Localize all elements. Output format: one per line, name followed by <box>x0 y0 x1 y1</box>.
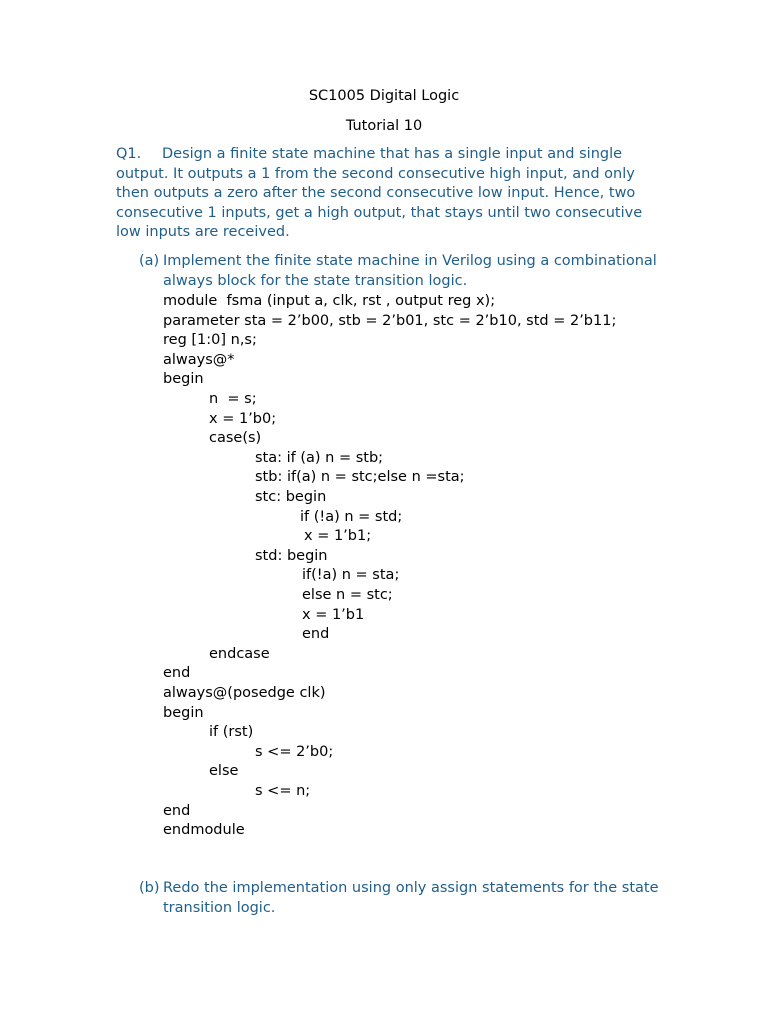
code-line: end <box>163 802 191 819</box>
code-line: stb: if(a) n = stc;else n =sta; <box>255 469 465 486</box>
code-line: reg [1:0] n,s; <box>163 332 257 349</box>
code-line: stc: begin <box>255 489 327 505</box>
part-b-text: Redo the implementation using only assign statements for the state transition logic. <box>163 880 659 916</box>
question-label: Q1. <box>116 146 142 162</box>
question-text: Design a finite state machine that has a single input and single output. It outputs a 1 from the second consecutive high input, and only then outputs a zero after the second consecutive low input. Hence, two consecutive 1 inputs, get a high output, that stays until two consecutive low inputs are received. <box>116 146 643 241</box>
code-line: else <box>209 763 239 780</box>
code-line: parameter sta = 2’b00, stb = 2’b01, stc = 2’b10, std = 2’b11; <box>163 312 617 329</box>
code-line: x = 1’b0; <box>209 410 277 427</box>
code-line: end <box>163 665 191 682</box>
code-line: case(s) <box>209 430 262 447</box>
code-line: s <= 2’b0; <box>255 743 334 760</box>
code-line: if(!a) n = sta; <box>302 567 400 584</box>
code-line: always@* <box>163 351 235 368</box>
code-line: x = 1’b1; <box>304 528 372 545</box>
part-a-text: Implement the finite state machine in Verilog using a combinational always block for the state transition logic. <box>163 253 657 289</box>
code-line: s <= n; <box>255 783 311 799</box>
part-a-label: (a) <box>139 253 160 269</box>
part-b-label: (b) <box>139 880 160 896</box>
code-line: always@(posedge clk) <box>163 685 326 701</box>
code-line: else n = stc; <box>302 587 393 603</box>
course-title: SC1005 Digital Logic <box>308 88 460 104</box>
code-line: n = s; <box>209 391 257 407</box>
code-line: end <box>302 626 330 643</box>
tutorial-title: Tutorial 10 <box>345 118 423 134</box>
code-line: begin <box>163 704 204 721</box>
code-line: if (rst) <box>209 724 254 741</box>
code-line: if (!a) n = std; <box>300 508 403 525</box>
code-line: begin <box>163 371 204 388</box>
code-line: module fsma (input a, clk, rst , output reg x); <box>163 293 496 309</box>
code-line: x = 1’b1 <box>302 606 365 623</box>
code-line: sta: if (a) n = stb; <box>255 449 384 466</box>
code-line: endcase <box>209 645 270 662</box>
code-line: std: begin <box>255 547 328 564</box>
code-line: endmodule <box>163 822 245 839</box>
